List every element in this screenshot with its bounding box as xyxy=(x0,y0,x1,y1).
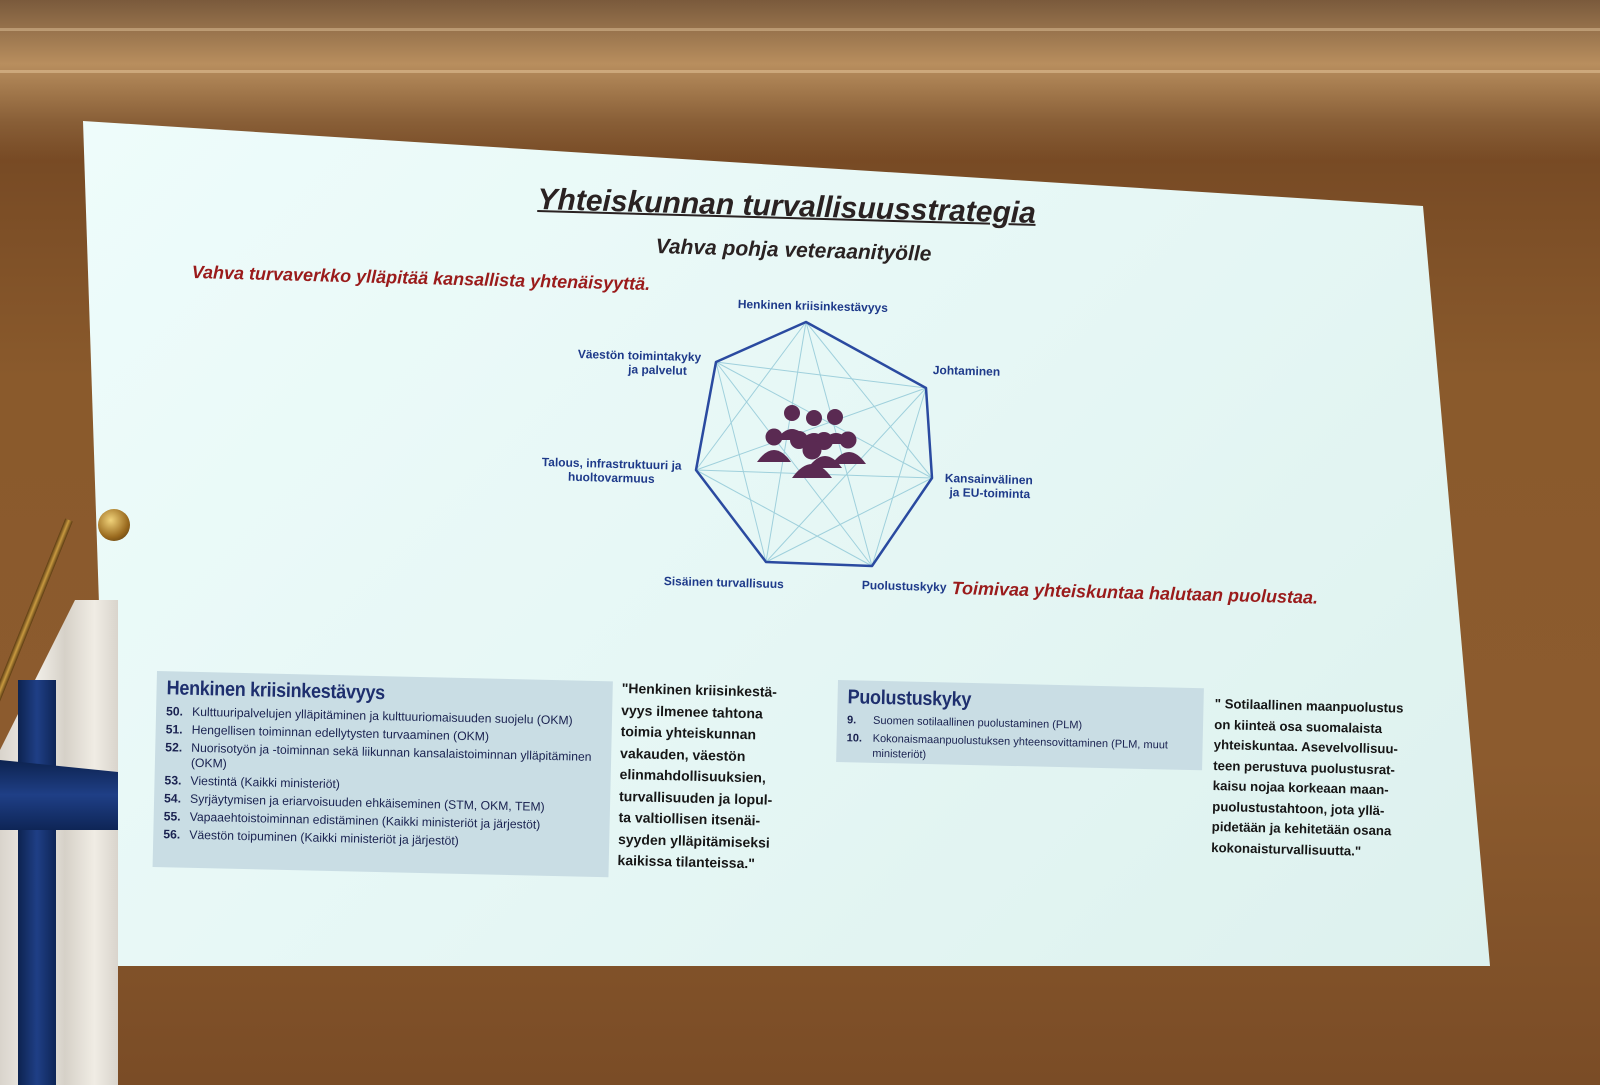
node-label-left-line2: huoltovarmuus xyxy=(567,469,655,486)
box-item-number: 10. xyxy=(846,732,863,745)
box-item-list xyxy=(846,713,1195,769)
box-item-number: 52. xyxy=(165,740,183,755)
node-label-right-line1: Kansainvälinen xyxy=(944,471,1034,488)
node-label-left-line1: Talous, infrastruktuuri ja xyxy=(541,455,682,473)
flag-cross-vertical xyxy=(18,680,56,1085)
box-item-text: Väestön toipuminen (Kaikki ministeriöt ja järjestöt) xyxy=(189,827,459,848)
left-quote: "Henkinen kriisinkestä- vyys ilmenee tahtona toimia yhteiskunnan vakauden, väestön elinmahdollisuuksien, turvallisuuden ja lopul- ta valtiollisen itsenäi- syyden ylläpitämiseksi kaikissa tilanteissa." xyxy=(617,679,778,872)
node-label-right-line2: ja EU-toiminta xyxy=(949,485,1031,502)
node-label-bottom-right: Puolustuskyky xyxy=(861,578,947,595)
box-item-number: 56. xyxy=(163,827,181,842)
box-item-text: Viestintä (Kaikki ministeriöt) xyxy=(190,773,341,792)
box-item xyxy=(846,731,1195,769)
slide-title: Yhteiskunnan turvallisuusstrategia xyxy=(537,183,1037,230)
box-item-number: 53. xyxy=(164,773,182,788)
box-item-text: Hengellisen toiminnan edellytysten turvaaminen (OKM) xyxy=(191,722,490,744)
node-label-bottom-left: Sisäinen turvallisuus xyxy=(663,574,785,592)
box-item-text: Kulttuuripalvelujen ylläpitäminen ja kulttuuriomaisuuden suojelu (OKM) xyxy=(191,704,573,728)
box-item-text: Suomen sotilaallinen puolustaminen (PLM) xyxy=(872,714,1083,732)
box-item-number: 55. xyxy=(163,809,181,824)
right-quote: " Sotilaallinen maanpuolustus on kiinteä osa suomalaista yhteiskuntaa. Asevelvollisuu- teen perustuva puolustusrat- kaisu nojaa korkeaan maan- puolustustahtoon, jota yllä- pidetään ja kehitetään osana kokonaisturvallisuutta." xyxy=(1211,695,1404,859)
slide-subtitle: Vahva pohja veteraanityölle xyxy=(655,235,932,266)
tagline-left: Vahva turvaverkko ylläpitää kansallista yhtenäisyyttä. xyxy=(191,262,651,294)
box-item-list xyxy=(163,704,604,852)
node-label-left xyxy=(541,455,681,487)
flag-finial xyxy=(98,509,130,541)
node-label-upper-left-line2: ja palvelut xyxy=(627,362,687,378)
ceiling-stripe xyxy=(0,70,1600,73)
box-title: Henkinen kriisinkestävyys xyxy=(166,677,386,705)
puolustuskyky-box xyxy=(836,680,1204,770)
tagline-right: Toimivaa yhteiskuntaa halutaan puolustaa. xyxy=(951,578,1319,608)
box-item-text: Syrjäytymisen ja eriarvoisuuden ehkäiseminen (STM, OKM, TEM) xyxy=(189,791,545,814)
node-label-upper-left-line1: Väestön toimintakyky xyxy=(577,347,702,365)
box-item-text: Kokonaismaanpuolustuksen yhteensovittaminen (PLM, muut ministeriöt) xyxy=(872,732,1169,762)
henkinen-kriisinkestavyys-box xyxy=(153,671,613,877)
ceiling-stripe xyxy=(0,28,1600,31)
node-label-upper-right: Johtaminen xyxy=(932,363,1001,379)
box-item-number: 50. xyxy=(165,704,184,719)
node-label-top: Henkinen kriisinkestävyys xyxy=(737,297,889,315)
box-item-number: 51. xyxy=(165,722,183,737)
node-label-upper-left xyxy=(577,347,701,378)
box-item-number: 54. xyxy=(163,791,182,806)
box-item-text: Vapaaehtoistoiminnan edistäminen (Kaikki ministeriöt ja järjestöt) xyxy=(189,809,541,832)
box-item-text: Nuorisotyön ja -toiminnan sekä liikunnan kansalaistoiminnan ylläpitäminen (OKM) xyxy=(190,740,592,771)
box-title: Puolustuskyky xyxy=(847,686,972,712)
flag-cross-horizontal xyxy=(0,760,118,830)
node-label-right xyxy=(944,471,1033,501)
box-item-number: 9. xyxy=(846,714,857,727)
